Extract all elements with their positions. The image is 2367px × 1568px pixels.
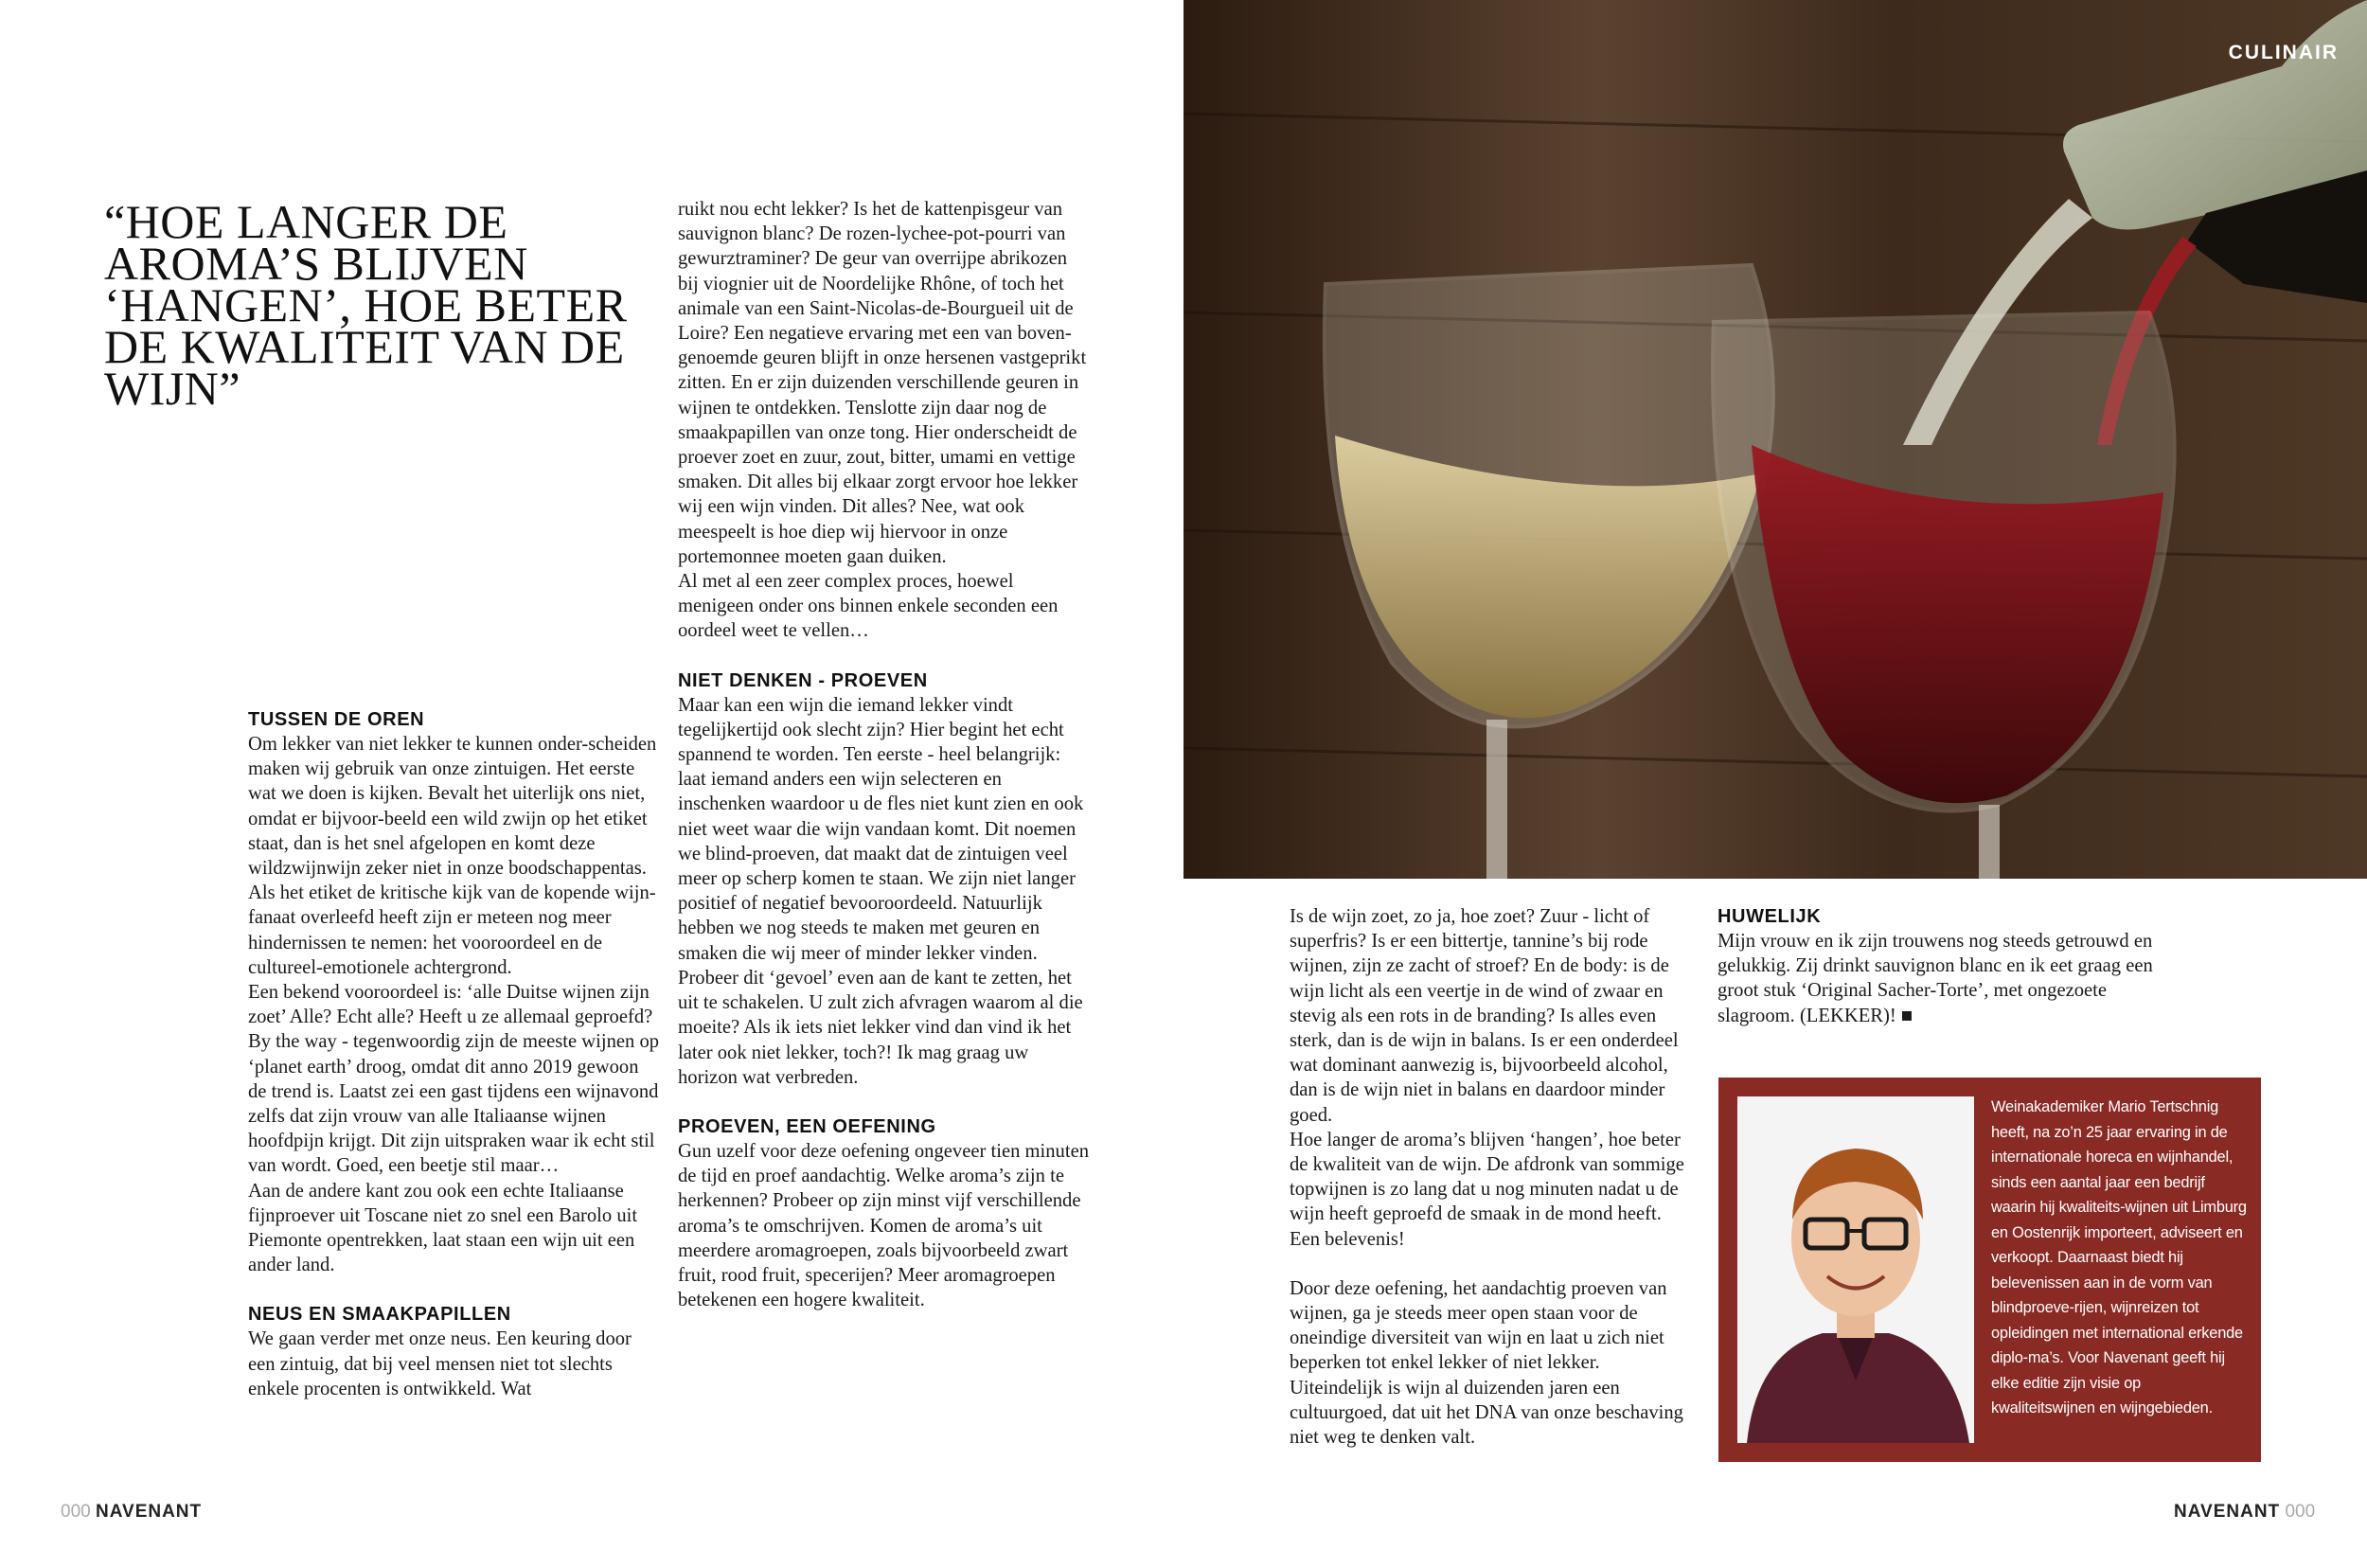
paragraph: Maar kan een wijn die iemand lekker vindt tegelijkertijd ook slecht zijn? Hier begint het echt spannend te worden. Ten eerste - heel belangrijk: laat iemand anders een wijn selecteren en inschenken waardoor u de fles niet kunt zien en ook niet weet waar die wijn vandaan komt. Dit noemen we blind-proeven, dat maakt dat de zintuigen veel meer op scherp komen te staan. We zijn niet langer positief of negatief bevooroordeeld. Natuurlijk hebben we nog steeds te maken met geuren en smaken die wij meer of minder lekker vinden. Probeer dit ‘gevoel’ even aan de kant te zetten, het uit te schakelen. U zult zich afvragen waarom al die moeite? Als ik iets niet lekker vind dan vind ik het later ook niet lekker, toch?! Ik mag graag uw horizon wat verbreden.	[678, 694, 1084, 1088]
section-heading: NEUS EN SMAAKPAPILLEN	[248, 1304, 511, 1326]
pull-quote: “HOE LANGER DE AROMA’S BLIJVEN ‘HANGEN’, HOE BETER DE KWALITEIT VAN DE WIJN”	[104, 195, 628, 415]
portrait-photo	[1737, 1096, 1974, 1443]
paragraph: Door deze oefening, het aandachtig proeven van wijnen, ga je steeds meer open staan voor de oneindige diversiteit van wijn en laat u zich niet beperken tot enkel lekker of niet lekker. Uiteindelijk is wijn al duizenden jaren een cultuurgoed, dat uit het DNA van onze beschaving niet weg te denken valt.	[1290, 1277, 1683, 1449]
author-bio-box	[1718, 1078, 2261, 1462]
portrait-illustration	[1737, 1096, 1974, 1443]
paragraph: We gaan verder met onze neus. Een keuring door een zintuig, dat bij veel mensen niet tot slechts enkele procenten is ontwikkeld. Wat	[248, 1328, 632, 1399]
section-heading: NIET DENKEN - PROEVEN	[678, 669, 928, 691]
article-column-2	[678, 197, 1090, 1312]
footer-right	[2174, 1502, 2315, 1523]
section-heading: TUSSEN DE OREN	[248, 709, 425, 730]
paragraph: ruikt nou echt lekker? Is het de kattenpisgeur van sauvignon blanc? De rozen-lychee-pot-pourri van gewurztraminer? De geur van overrijpe abrikozen bij viognier uit de Noordelijke Rhône, of toch het animale van een Saint-Nicolas-de-Bourgueil uit de Loire? Een negatieve ervaring met een van boven-genoemde geuren blijft in onze hersenen vastgeprikt zitten. En er zijn duizenden verschillende geuren in wijnen te ontdekken. Tenslotte zijn daar nog de smaakpapillen van onze tong. Hier onderscheidt de proever zoet en zuur, zout, bitter, umami en vettige smaken. Dit alles bij elkaar zorgt ervoor hoe lekker wij een wijn vinden. Dit alles? Nee, wat ook meespeelt is hoe diep wij hiervoor in onze portemonnee moeten gaan duiken.	[678, 199, 1087, 567]
article-column-4	[1717, 904, 2153, 1028]
paragraph: Aan de andere kant zou ook een echte Italiaanse fijnproever uit Toscane niet zo snel een Barolo uit Piemonte opentrekken, laat staan een wijn uit een ander land.	[248, 1180, 638, 1276]
section-heading: PROEVEN, EEN OEFENING	[678, 1115, 936, 1137]
magazine-brand: NAVENANT	[95, 1502, 203, 1522]
paragraph: Mijn vrouw en ik zijn trouwens nog steeds getrouwd en gelukkig. Zij drinkt sauvignon blanc en ik eet graag een groot stuk ‘Original Sacher-Torte’, met ongezoete slagroom. (LEKKER)! ■	[1717, 931, 2153, 1026]
footer-left	[61, 1502, 202, 1523]
wine-pour-illustration	[1184, 0, 2367, 879]
author-bio-text: Weinakademiker Mario Tertschnig heeft, na zo’n 25 jaar ervaring in de internationale horeca en wijnhandel, sinds een aantal jaar een bedrijf waarin hij kwaliteits-wijnen uit Limburg en Oostenrijk importeert, adviseert en verkoopt. Daarnaast biedt hij belevenissen aan in de vorm van blindproeve-rijen, wijnreizen tot opleidingen met international erkende diplo-ma’s. Voor Navenant geeft hij elke editie zijn visie op kwaliteitswijnen en wijngebieden.	[1991, 1098, 2247, 1417]
wine-pour-photo	[1184, 0, 2367, 879]
paragraph: Is de wijn zoet, zo ja, hoe zoet? Zuur - licht of superfris? Is er een bittertje, tannine’s bij rode wijnen, zijn ze zacht of stroef? En de body: is de wijn licht als een veertje in de wind of zwaar en stevig als een rots in de branding? Is alles even sterk, dan is de wijn in balans. Is er een onderdeel wat dominant aanwezig is, bijvoorbeeld alcohol, dan is de wijn niet in balans en daardoor minder goed.	[1290, 906, 1679, 1126]
section-heading: HUWELIJK	[1717, 906, 1822, 927]
paragraph: Om lekker van niet lekker te kunnen onder-scheiden maken wij gebruik van onze zintuigen. Het eerste wat we doen is kijken. Bevalt het uiterlijk ons niet, omdat er bijvoor-beeld een wild zwijn op het etiket staat, dan is het snel afgelopen en komt deze wildzwijnwijn zeker niet in onze boodschappentas. Als het etiket de kritische kijk van de kopende wijn-fanaat overleefd heeft zijn er meteen nog meer hindernissen te nemen: het vooroordeel en de cultureel-emotionele achtergrond.	[248, 734, 657, 978]
paragraph: Een bekend vooroordeel is: ‘alle Duitse wijnen zijn zoet’ Alle? Echt alle? Heeft u ze allemaal geproefd? By the way - tegenwoordig zijn de meeste wijnen op ‘planet earth’ droog, omdat dit anno 2019 gewoon de trend is. Laatst zei een gast tijdens een wijnavond zelfs dat zijn vrouw van alle Italiaanse wijnen hoofdpijn krijgt. Dit zijn uitspraken waar ik echt stil van wordt. Goed, een beetje stil maar…	[248, 982, 660, 1177]
section-label: CULINAIR	[2228, 42, 2339, 63]
page-number: 000	[61, 1502, 91, 1522]
paragraph: Gun uzelf voor deze oefening ongeveer tien minuten de tijd en proef aandachtig. Welke aroma’s zijn te herkennen? Probeer op zijn minst vijf verschillende aroma’s te omschrijven. Komen de aroma’s uit meerdere aromagroepen, zoals bijvoorbeeld zwart fruit, rood fruit, specerijen? Meer aromagroepen betekenen een hogere kwaliteit.	[678, 1140, 1090, 1311]
paragraph: Hoe langer de aroma’s blijven ‘hangen’, hoe beter de kwaliteit van de wijn. De afdronk van sommige topwijnen is zo lang dat u nog minuten nadat u de wijn heeft geproefd de smaak in de mond heeft. Een belevenis!	[1290, 1129, 1684, 1250]
article-column-3	[1290, 904, 1697, 1450]
magazine-brand: NAVENANT	[2174, 1502, 2281, 1522]
page-number: 000	[2285, 1502, 2316, 1522]
paragraph: Al met al een zeer complex proces, hoewel menigeen onder ons binnen enkele seconden een oordeel weet te vellen…	[678, 571, 1059, 642]
article-column-1	[248, 707, 660, 1401]
